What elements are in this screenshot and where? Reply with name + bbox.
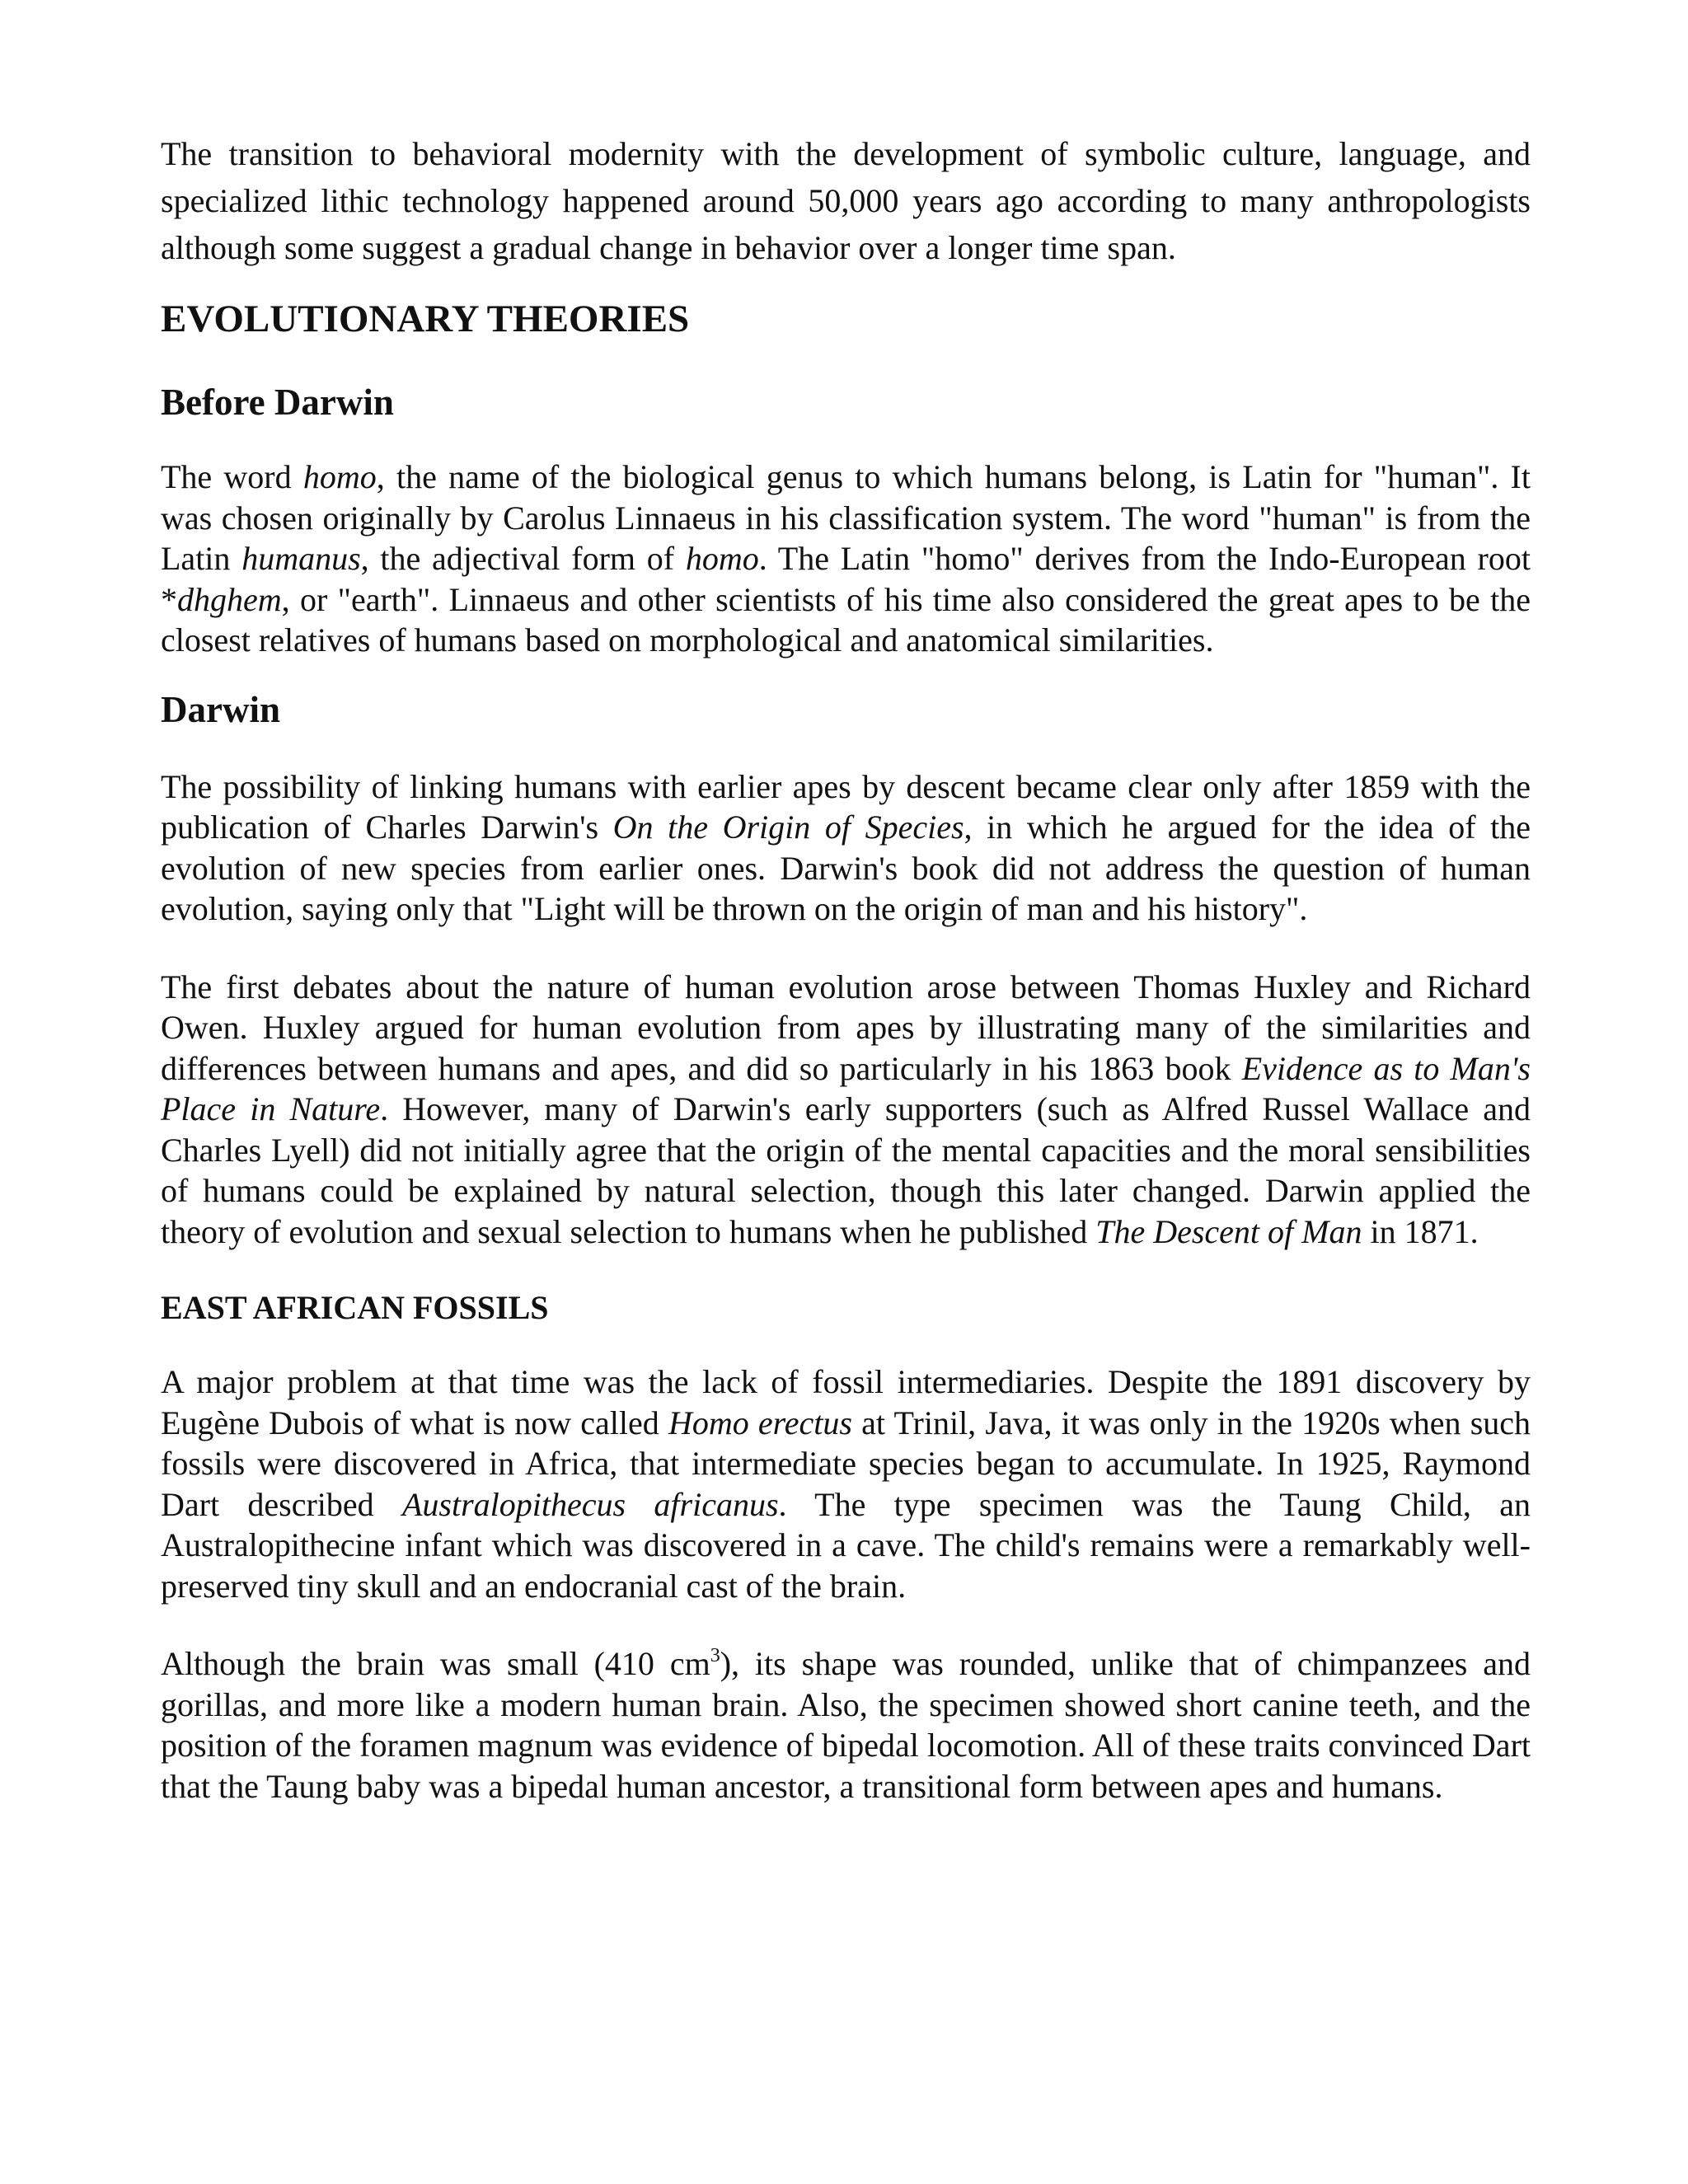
italic-term-homo: homo: [685, 540, 759, 577]
heading-evolutionary-theories: EVOLUTIONARY THEORIES: [161, 298, 690, 340]
text-run: Although the brain was small (410 cm: [161, 1645, 710, 1682]
italic-species-homo-erectus: Homo erectus: [668, 1404, 852, 1441]
paragraph-before-darwin: [161, 457, 1531, 661]
text-run: ), its shape was rounded, unlike that of chimpanzees and gorillas, and more like a modern human brain. Also, the specimen showed short canine teeth, and the position of the foramen magnum was evidence of bipedal locomotion. All of these traits convinced Dart that the Taung baby was a bipedal human ancestor, a transitional form between apes and humans.: [161, 1645, 1531, 1805]
text-run: in 1871.: [1362, 1212, 1479, 1250]
text-run: . However, many of Darwin's early supporters (such as Alfred Russel Wallace and Charles Lyell) did not initially agree that the origin of the mental capacities and the moral sensibilities of humans could be explained by natural selection, though this later changed. Darwin applied the theory of evolution and sexual selection to humans when he published: [161, 1090, 1531, 1250]
text-run: . The type specimen was the Taung Child, an Australopithecine infant which was discovered in a cave. The child's remains were a remarkably well-preserved tiny skull and an endocranial cast of the brain.: [161, 1485, 1531, 1605]
text-run: at Trinil, Java, it was only in the 1920s when such fossils were discovered in Africa, that intermediate species began to accumulate. In 1925, Raymond Dart described: [161, 1404, 1531, 1523]
text-run: , in which he argued for the idea of the evolution of new species from earlier ones. Darwin's book did not address the question of human evolution, saying only that "Light will be thrown on the origin of man and his history".: [161, 808, 1531, 927]
paragraph-darwin-1: [161, 766, 1531, 930]
italic-book-title-descent: The Descent of Man: [1095, 1212, 1362, 1250]
text-run: , the name of the biological genus to which humans belong, is Latin for "human". It was chosen originally by Carolus Linnaeus in his classification system. The word "human" is from the Latin: [161, 458, 1531, 577]
italic-species-australopithecus: Australopithecus africanus: [402, 1485, 779, 1523]
italic-term-dhghem: dhghem: [177, 580, 282, 618]
italic-book-title-evidence: Evidence as to Man's Place in Nature: [161, 1049, 1531, 1127]
text-run: . The Latin "homo" derives from the Indo-European root *: [161, 540, 1531, 618]
text-run: The possibility of linking humans with earlier apes by descent became clear only after 1859 with the publication of Charles Darwin's: [161, 767, 1531, 846]
heading-east-african-fossils: EAST AFRICAN FOSSILS: [161, 1289, 549, 1326]
paragraph-darwin-2: [161, 967, 1531, 1253]
italic-book-title-origin: On the Origin of Species: [612, 808, 964, 846]
italic-term-homo: homo: [302, 458, 377, 495]
paragraph-east-african-1: [161, 1361, 1531, 1606]
heading-darwin: Darwin: [161, 688, 280, 730]
intro-paragraph: The transition to behavioral modernity with the development of symbolic culture, language, and specialized lithic technology happened around 50,000 years ago according to many anthropologists although some suggest a gradual change in behavior over a longer time span.: [161, 135, 1531, 266]
paragraph-east-african-2: [161, 1643, 1531, 1807]
text-run: The first debates about the nature of human evolution arose between Thomas Huxley and Richard Owen. Huxley argued for human evolution from apes by illustrating many of the similarities and differences between humans and apes, and did so particularly in his 1863 book: [161, 968, 1531, 1087]
italic-term-humanus: humanus: [241, 540, 361, 577]
heading-before-darwin: Before Darwin: [161, 382, 394, 423]
text-run: A major problem at that time was the lack of fossil intermediaries. Despite the 1891 discovery by Eugène Dubois of what is now called: [161, 1363, 1531, 1441]
text-run: , the adjectival form of: [360, 540, 686, 577]
superscript-cubed: 3: [710, 1645, 720, 1666]
text-run: , or "earth". Linnaeus and other scientists of his time also considered the great apes to be the closest relatives of humans based on morphological and anatomical similarities.: [161, 580, 1531, 658]
text-run: The word: [161, 458, 303, 495]
document-page: [161, 130, 1531, 1807]
